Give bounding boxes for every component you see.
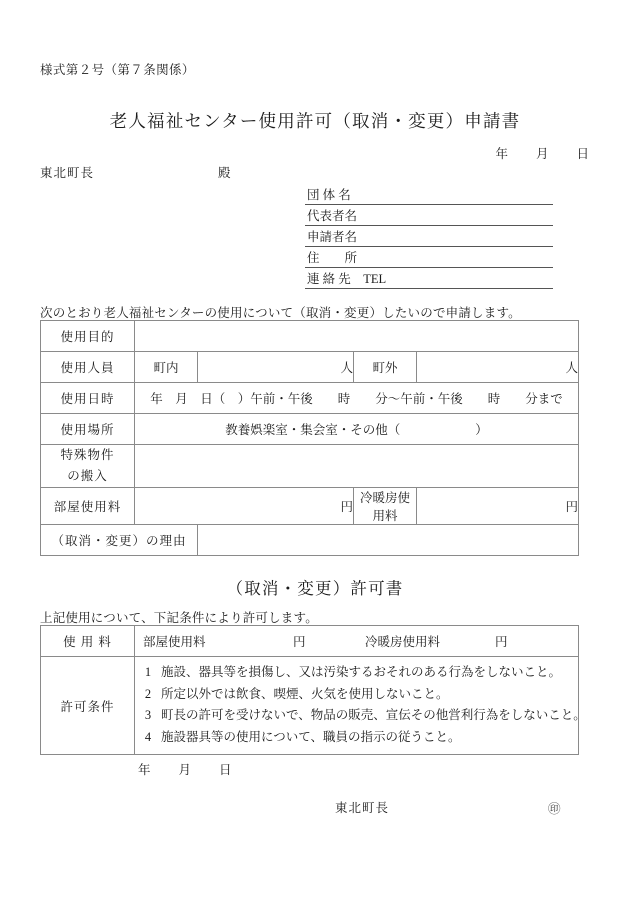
input-usage-datetime[interactable]: 年 月 日（ ）午前・午後 時 分～午前・午後 時 分まで	[135, 383, 579, 414]
application-lead-sentence: 次のとおり老人福祉センターの使用について（取消・変更）したいので申請します。	[40, 306, 521, 320]
applicant-field-representative-name[interactable]	[305, 205, 553, 226]
permit-lead-sentence: 上記使用について、下記条件により許可します。	[40, 611, 318, 625]
applicant-field-address[interactable]	[305, 247, 553, 268]
label-special-items-line2: の搬入	[67, 469, 108, 483]
label-usage-place: 使用場所	[41, 414, 135, 445]
addressee-honorific: 殿	[218, 166, 231, 180]
permit-fee-values	[135, 626, 579, 657]
label-usage-datetime: 使用日時	[41, 383, 135, 414]
table-row-people	[41, 352, 579, 383]
table-row-place	[41, 414, 579, 445]
label-ac-fee: 冷暖房使用料	[354, 488, 417, 525]
label-special-items	[41, 445, 135, 488]
permit-fee-line	[135, 632, 578, 650]
applicant-field-applicant-name[interactable]	[305, 226, 553, 247]
list-item	[135, 727, 578, 749]
label-change-reason: （取消・変更）の理由	[41, 525, 198, 556]
label-people-in-town: 町内	[135, 352, 198, 383]
unit-permit-ac-fee[interactable]: 円	[495, 635, 508, 649]
label-room-fee: 部屋使用料	[41, 488, 135, 525]
applicant-field-label: 代表者名	[307, 209, 358, 223]
application-date-line: 年 月 日	[495, 147, 590, 161]
condition-number: 3	[144, 708, 152, 722]
label-usage-people: 使用人員	[41, 352, 135, 383]
permit-signer: 東北町長	[335, 801, 390, 815]
unit-permit-room-fee[interactable]: 円	[293, 635, 306, 649]
input-people-in-town[interactable]: 人	[198, 352, 354, 383]
table-row-special-items	[41, 445, 579, 488]
application-form-table	[40, 320, 579, 556]
label-permit-fee: 使 用 料	[41, 626, 135, 657]
table-row-fees	[41, 488, 579, 525]
label-people-out-town: 町外	[354, 352, 417, 383]
label-special-items-line1: 特殊物件	[60, 448, 115, 462]
permit-row-conditions	[41, 657, 579, 755]
applicant-field-telephone[interactable]	[305, 268, 553, 289]
table-row-datetime	[41, 383, 579, 414]
condition-number: 4	[144, 729, 152, 744]
table-row-purpose	[41, 321, 579, 352]
permit-title: （取消・変更）許可書	[226, 579, 404, 598]
table-row-reason	[41, 525, 579, 556]
document-title: 老人福祉センター使用許可（取消・変更）申請書	[109, 111, 521, 131]
applicant-field-group-name[interactable]	[305, 184, 553, 205]
applicant-field-label: 申請者名	[307, 230, 358, 244]
condition-text: 所定以外では飲食、喫煙、火気を使用しないこと。	[161, 686, 449, 701]
input-room-fee[interactable]: 円	[135, 488, 354, 525]
list-item	[135, 684, 578, 706]
seal-icon: ㊞	[548, 802, 561, 816]
applicant-field-label: 連 絡 先 TEL	[307, 272, 387, 286]
condition-number: 1	[144, 665, 152, 679]
applicant-info-block	[305, 184, 553, 289]
input-usage-purpose[interactable]	[135, 321, 579, 352]
permit-table	[40, 625, 586, 755]
form-number: 様式第２号（第７条関係）	[40, 63, 195, 77]
condition-number: 2	[144, 686, 152, 701]
condition-text: 施設、器具等を損傷し、又は汚染するおそれのある行為をしないこと。	[161, 665, 562, 679]
permit-row-fee	[41, 626, 579, 657]
addressee-name: 東北町長	[40, 166, 95, 180]
condition-text: 町長の許可を受けないで、物品の販売、宣伝その他営利行為をしないこと。	[161, 708, 586, 722]
input-people-out-town[interactable]: 人	[417, 352, 579, 383]
list-item	[135, 705, 586, 727]
permit-conditions-list	[135, 657, 586, 754]
label-permit-ac-fee: 冷暖房使用料	[365, 635, 441, 649]
input-usage-place[interactable]: 教養娯楽室・集会室・その他（ ）	[135, 414, 579, 445]
list-item	[135, 662, 578, 684]
permit-conditions-cell	[135, 657, 586, 755]
condition-text: 施設器具等の使用について、職員の指示の従うこと。	[161, 729, 461, 744]
applicant-field-label: 住 所	[307, 251, 358, 265]
label-permit-room-fee: 部屋使用料	[143, 635, 206, 649]
input-change-reason[interactable]	[198, 525, 579, 556]
label-permit-conditions: 許可条件	[41, 657, 135, 755]
label-usage-purpose: 使用目的	[41, 321, 135, 352]
input-special-items[interactable]	[135, 445, 579, 488]
applicant-field-label: 団 体 名	[307, 188, 351, 202]
permit-date-line: 年 月 日	[138, 763, 233, 777]
input-ac-fee[interactable]: 円	[417, 488, 579, 525]
